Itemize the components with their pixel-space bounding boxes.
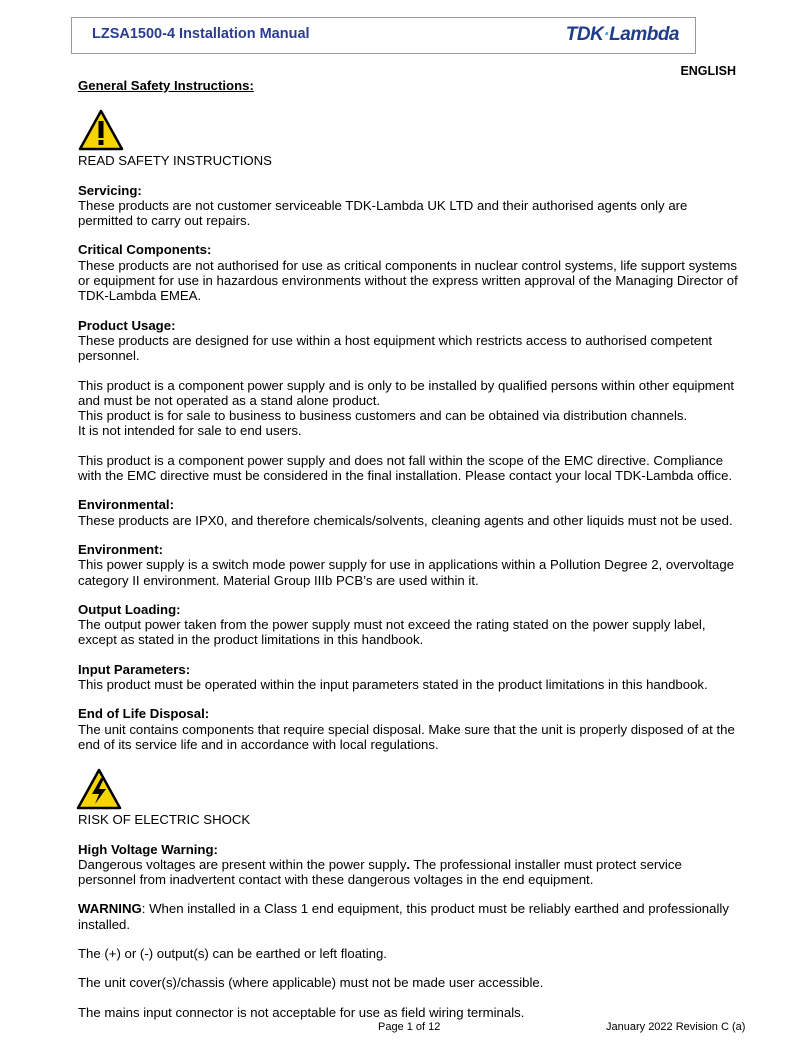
section-servicing: [78, 183, 738, 229]
electric-shock-icon: [76, 768, 122, 810]
section-title: Product Usage:: [78, 317, 176, 333]
section-title: Input Parameters:: [78, 661, 191, 677]
section-text: These products are not authorised for use as critical components in nuclear control systems, life support systems or equipment for use in hazardous environments without the express written approval of the Managing Director of TDK-Lambda EMEA.: [78, 257, 738, 304]
section-text: These products are designed for use within a host equipment which restricts access to authorised competent personnel.: [78, 332, 713, 364]
section-input-parameters: [78, 662, 738, 693]
section-text: This product must be operated within the input parameters stated in the product limitations in this handbook.: [78, 677, 708, 693]
page-number: Page 1 of 12: [378, 1021, 441, 1033]
section-text: These products are IPX0, and therefore chemicals/solvents, cleaning agents and other liquids must not be used.: [78, 512, 733, 528]
tdk-lambda-logo: TDK·Lambda: [565, 24, 679, 45]
section-text: It is not intended for sale to end users.: [78, 423, 302, 439]
section-environment: [78, 542, 738, 588]
section-text: This product is a component power supply and does not fall within the scope of the EMC directive. Compliance with the EMC directive must be considered in the final installation. Please contact your local TDK-Lambda office.: [78, 452, 733, 484]
section-title: High Voltage Warning:: [78, 841, 218, 857]
safety-caption: READ SAFETY INSTRUCTIONS: [78, 153, 272, 169]
revision-date: January 2022 Revision C (a): [606, 1021, 746, 1033]
language-label: ENGLISH: [680, 64, 736, 78]
warning-label: WARNING: [78, 901, 142, 917]
mains-connector-paragraph: The mains input connector is not acceptable for use as field wiring terminals.: [78, 1004, 525, 1020]
section-title: Environment:: [78, 541, 163, 557]
section-title: Environmental:: [78, 497, 174, 513]
warning-paragraph: WARNING: When installed in a Class 1 end equipment, this product must be reliably earthed and professionally installed.: [78, 901, 729, 932]
shock-caption: RISK OF ELECTRIC SHOCK: [78, 812, 251, 828]
section-title: Critical Components:: [78, 242, 212, 258]
section-product-usage: [78, 318, 738, 484]
document-body: [78, 78, 738, 1020]
section-text: This power supply is a switch mode power supply for use in applications within a Pollution Degree 2, overvoltage category II environment. Material Group IIIb PCB’s are used within it.: [78, 557, 735, 588]
section-environmental: [78, 497, 738, 528]
main-heading: General Safety Instructions:: [78, 78, 254, 93]
document-header: [71, 17, 696, 54]
section-text: Dangerous voltages are present within the power supply. The professional installer must protect service personnel from inadvertent contact with these dangerous voltages in the end equipment.: [78, 856, 682, 888]
document-title: LZSA1500-4 Installation Manual: [92, 26, 310, 42]
section-text: These products are not customer serviceable TDK-Lambda UK LTD and their authorised agents only are permitted to carry out repairs.: [78, 197, 688, 229]
section-text: This product is for sale to business to business customers and can be obtained via distribution channels.: [78, 408, 688, 424]
section-text: The unit contains components that require special disposal. Make sure that the unit is properly disposed of at the end of its service life and in accordance with local regulations.: [78, 721, 735, 752]
section-high-voltage: [78, 842, 738, 888]
section-title: End of Life Disposal:: [78, 706, 210, 722]
section-output-loading: [78, 602, 738, 648]
section-title: Servicing:: [78, 182, 142, 198]
warning-triangle-icon: [78, 109, 124, 151]
section-text: The output power taken from the power supply must not exceed the rating stated on the power supply label, except as stated in the product limitations in this handbook.: [78, 617, 706, 648]
section-text: This product is a component power supply and is only to be installed by qualified persons within other equipment and must be not operated as a stand alone product.: [78, 377, 735, 408]
section-title: Output Loading:: [78, 601, 181, 617]
section-critical-components: [78, 242, 738, 303]
output-floating-paragraph: The (+) or (-) output(s) can be earthed or left floating.: [78, 945, 387, 961]
cover-paragraph: The unit cover(s)/chassis (where applicable) must not be made user accessible.: [78, 975, 544, 991]
section-end-of-life-disposal: [78, 706, 738, 752]
